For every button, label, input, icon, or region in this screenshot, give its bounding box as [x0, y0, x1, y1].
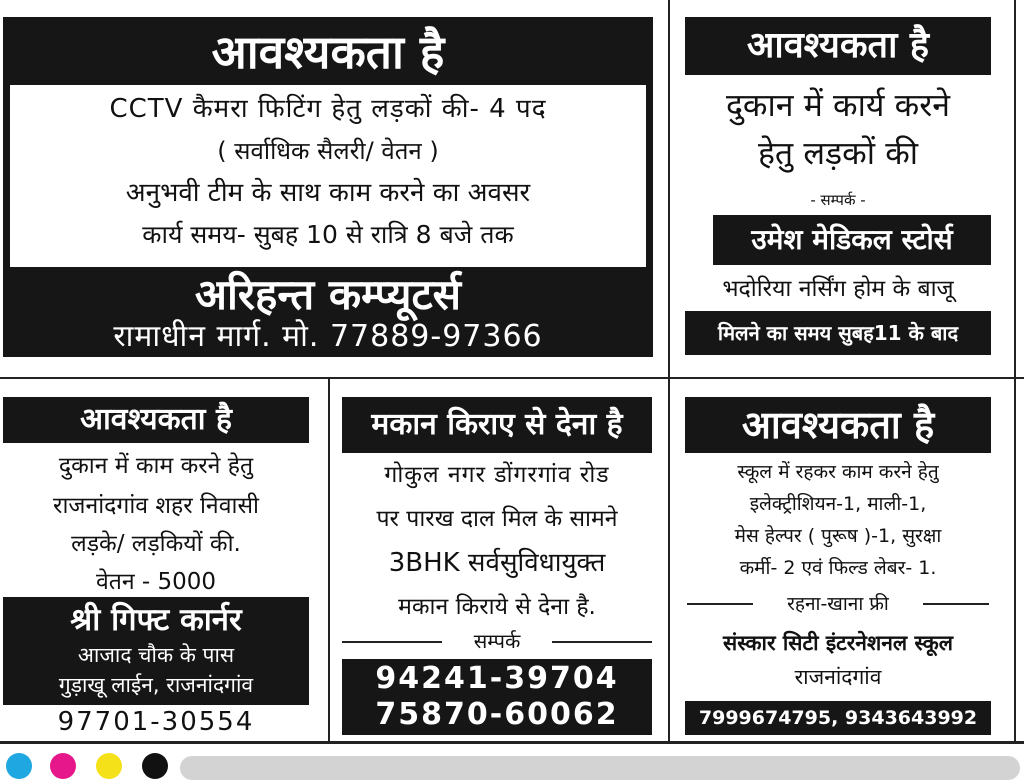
job-line-2: हेतु लड़कों की: [757, 134, 919, 172]
ad-title: आवश्यकता है: [685, 397, 991, 453]
salary-line: वेतन - 5000: [95, 569, 217, 595]
horizontal-rule-middle: [0, 377, 1024, 379]
ad-title: आवश्यकता है: [3, 397, 309, 443]
ad-title: आवश्यकता है: [685, 17, 991, 75]
job-line-4: कर्मी- 2 एवं फिल्ड लेबर- 1.: [739, 557, 937, 579]
address-line-2: गुड़ाखू लाईन, राजनांदगांव: [58, 673, 254, 697]
job-line-4: कार्य समय- सुबह 10 से रात्रि 8 बजे तक: [142, 220, 514, 249]
job-line-2: राजनांदगांव शहर निवासी: [53, 493, 259, 519]
ad-house-rent: [342, 397, 652, 737]
rent-line-3: 3BHK सर्वसुविधायुक्त: [388, 548, 606, 578]
job-line-3: लड़के/ लड़कियों की.: [71, 531, 241, 557]
ad-body: [10, 85, 646, 267]
perk-rule-left: [687, 603, 753, 605]
vertical-rule-top: [668, 0, 670, 378]
sampark-rule-left: [342, 641, 442, 643]
address-line-1: आजाद चौक के पास: [77, 643, 235, 667]
ad-gift-corner-jobs: [3, 397, 311, 737]
magenta-registration-dot: [50, 753, 76, 779]
rent-line-2: पर पारख दाल मिल के सामने: [376, 506, 618, 532]
job-line-1: दुकान में काम करने हेतु: [58, 453, 254, 479]
job-line-1: स्कूल में रहकर काम करने हेतु: [737, 461, 939, 483]
ad-cctv-jobs: [3, 17, 653, 357]
sampark-label: सम्पर्क: [473, 629, 521, 653]
phone-number: 97701-30554: [57, 707, 255, 737]
phone-number-1: 94241-39704: [375, 661, 619, 696]
ad-school-jobs: [683, 397, 993, 737]
city-name: राजनांदगांव: [794, 665, 882, 689]
ad-medical-store-jobs: [683, 17, 993, 357]
vertical-rule-bottom-left: [328, 379, 330, 741]
rent-line-4: मकान किराये से देना है.: [398, 594, 596, 620]
job-line-3: अनुभवी टीम के साथ काम करने का अवसर: [125, 178, 531, 208]
address-line: भदोरिया नर्सिंग होम के बाजू: [722, 276, 954, 302]
company-name: श्री गिफ्ट कार्नर: [70, 602, 242, 638]
phone-number-2: 75870-60062: [375, 697, 619, 732]
horizontal-rule-bottom: [0, 741, 1024, 744]
sampark-rule-right: [552, 641, 652, 643]
black-registration-dot: [142, 753, 168, 779]
contact-line: रामाधीन मार्ग. मो. 77889-97366: [113, 319, 543, 354]
phone-numbers: 7999674795, 9343643992: [685, 701, 991, 735]
company-name: अरिहन्त कम्प्यूटर्स: [194, 270, 462, 319]
company-name: संस्कार सिटी इंटरनेशनल स्कूल: [723, 631, 953, 655]
job-line-2: इलेक्ट्रीशियन-1, माली-1,: [749, 493, 927, 515]
ad-title: मकान किराए से देना है: [342, 397, 652, 453]
job-line-1: दुकान में कार्य करने: [725, 86, 951, 124]
yellow-registration-dot: [96, 753, 122, 779]
perk-rule-right: [923, 603, 989, 605]
job-line-2: ( सर्वाधिक सैलरी/ वेतन ): [217, 137, 439, 165]
company-name: उमेश मेडिकल स्टोर्स: [713, 215, 991, 265]
timing-line: मिलने का समय सुबह11 के बाद: [685, 311, 991, 355]
job-line-1: CCTV कैमरा फिटिंग हेतु लड़कों की- 4 पद: [109, 94, 547, 124]
vertical-rule-bottom-right: [668, 379, 670, 741]
cyan-registration-dot: [6, 753, 32, 779]
vertical-rule-right-edge: [1014, 0, 1016, 741]
phone-block: [342, 659, 652, 735]
perk-line: रहना-खाना फ्री: [787, 593, 889, 615]
company-block: [3, 597, 309, 705]
rent-line-1: गोकुल नगर डोंगरगांव रोड: [384, 462, 610, 488]
job-line-3: मेस हेल्पर ( पुरूष )-1, सुरक्षा: [734, 525, 942, 547]
grey-registration-bar: [180, 756, 1020, 780]
ad-title: आवश्यकता है: [211, 25, 445, 79]
sampark-label: - सम्पर्क -: [810, 191, 866, 209]
